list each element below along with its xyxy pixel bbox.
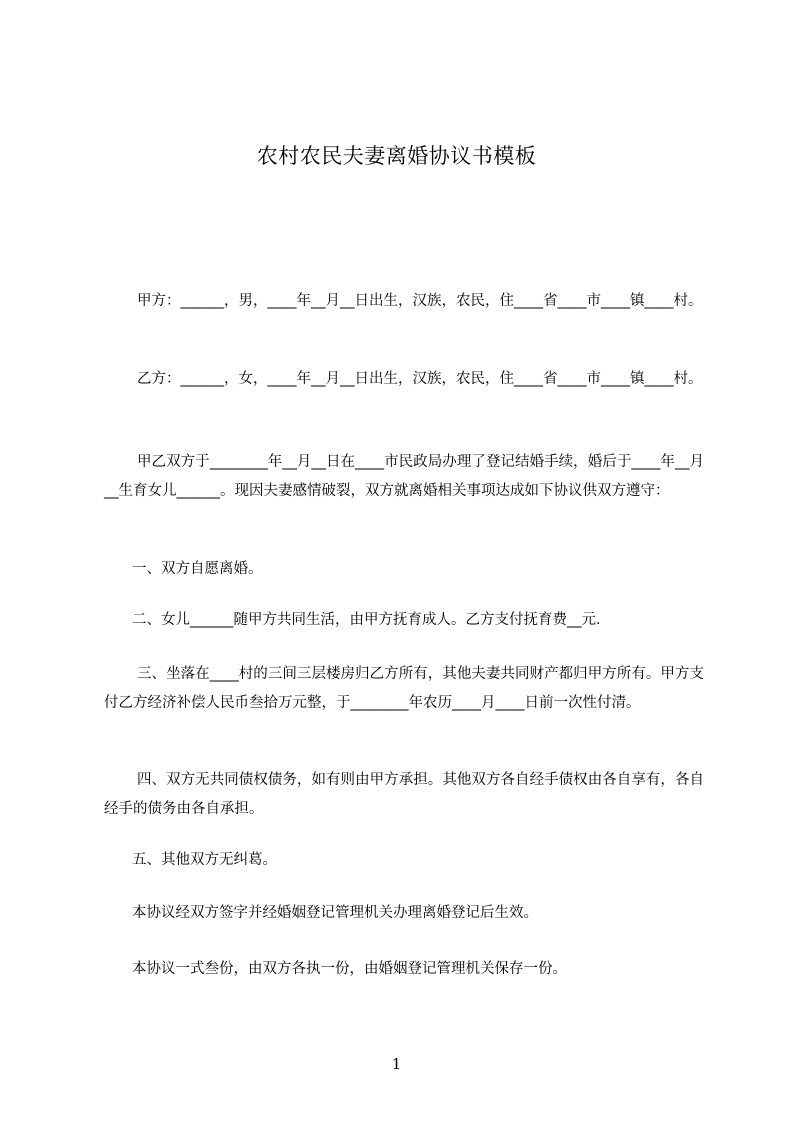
party-b-paragraph: 乙方：______，女，____年__月__日出生，汉族，农民，住____省____市____镇____村。 [137,371,703,387]
clause-2: 二、女儿______随甲方共同生活，由甲方抚育成人。乙方支付抚育费__元. [132,612,601,628]
marriage-paragraph: 甲乙双方于________年__月__日在____市民政局办理了登记结婚手续，婚后于____年__月__生育女儿______。现因夫妻感情破裂，双方就离婚相关事项达成如下协议供双方遵守： [104,454,704,499]
page-number: 1 [391,1055,402,1073]
copies-paragraph: 本协议一式叁份，由双方各执一份，由婚姻登记管理机关保存一份。 [132,961,567,977]
clause-1: 一、双方自愿离婚。 [132,561,263,577]
effective-paragraph: 本协议经双方签字并经婚姻登记管理机关办理离婚登记后生效。 [132,905,538,921]
clause-5: 五、其他双方无纠葛。 [132,852,277,868]
clause-4: 四、双方无共同债权债务，如有则由甲方承担。其他双方各自经手债权由各自享有，各自经手的债务由各自承担。 [104,772,704,817]
party-a-paragraph: 甲方：______，男，____年__月__日出生，汉族，农民，住____省____市____镇____村。 [137,293,703,309]
document-title: 农村农民夫妻离婚协议书模板 [256,144,537,168]
clause-3: 三、坐落在____村的三间三层楼房归乙方所有，其他夫妻共同财产都归甲方所有。甲方支付乙方经济补偿人民币叁拾万元整，于________年农历____月____日前一次性付清。 [104,666,704,711]
